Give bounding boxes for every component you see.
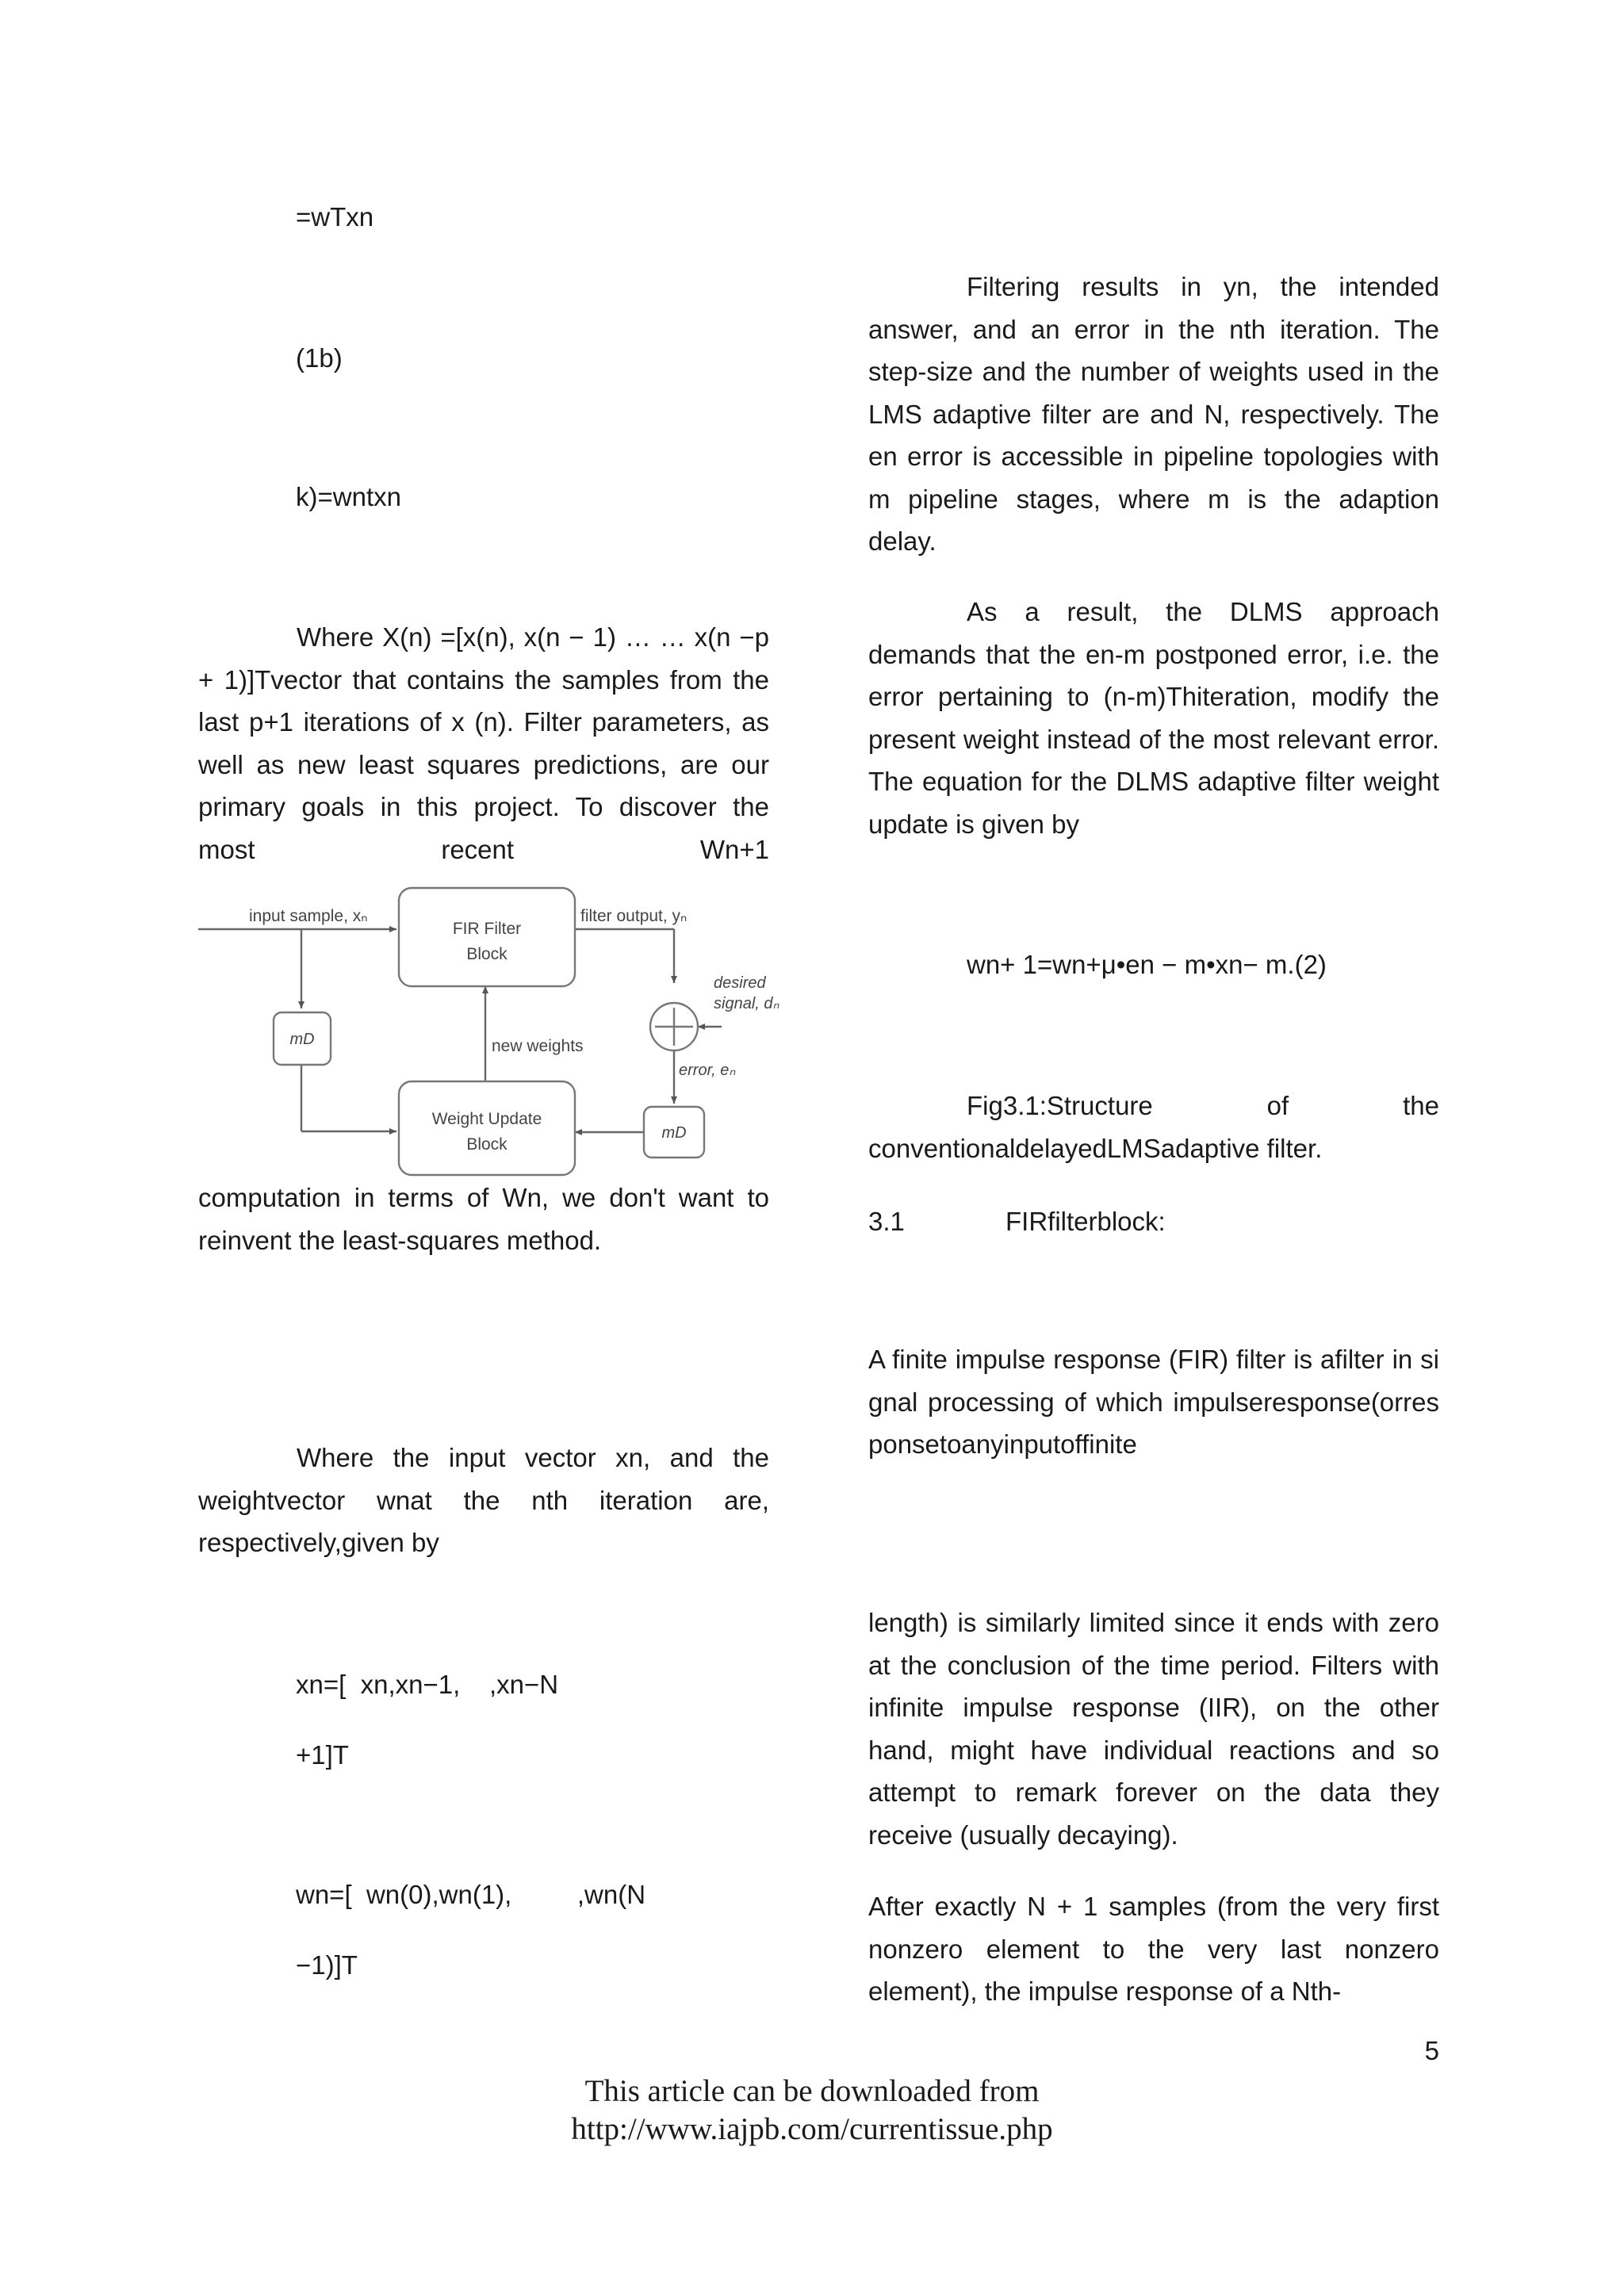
error-label: error, eₙ xyxy=(679,1062,736,1079)
dlms-structure-figure xyxy=(198,882,801,1181)
xn-vector-line-2: +1]T xyxy=(296,1740,349,1770)
equation-1-number: (1b) xyxy=(296,343,343,373)
right-paragraph-4: length) is similarly limited since it ends with zero at the conclusion of the time period. Filters with infinite impulse response (IIR), on the other hand, might have individual reactions and so attempt to remark forever on the data they receive (usually decaying). xyxy=(868,1608,1439,1850)
footer-line-2: http://www.iajpb.com/currentissue.php xyxy=(571,2112,1053,2146)
weight-update-block xyxy=(399,1081,575,1175)
left-paragraph-3: Where the input vector xn, and the weightvector wnat the nth iteration are, respectively,given by xyxy=(198,1443,769,1557)
figure-caption-line-1: Fig3.1:Structure of the xyxy=(967,1091,1439,1120)
desired-signal-label-1: desired xyxy=(714,974,766,992)
equation-1-continued: k)=wntxn xyxy=(296,482,401,511)
right-delay-label: mD xyxy=(661,1124,687,1142)
input-sample-label: input sample, xₙ xyxy=(249,907,368,925)
weight-block-label-1: Weight Update xyxy=(431,1110,542,1128)
section-title: FIRfilterblock: xyxy=(1005,1207,1166,1236)
dlms-update-equation: wn+ 1=wn+μ•en − m•xn− m.(2) xyxy=(967,950,1327,979)
new-weights-label: new weights xyxy=(492,1037,584,1055)
right-paragraph-3: A finite impulse response (FIR) filter is afilter in signal processing of which impulseresponse(orresponsetoanyinputoffinite xyxy=(868,1345,1439,1459)
right-paragraph-5: After exactly N + 1 samples (from the very first nonzero element to the very last nonzero element), the impulse response of a Nth- xyxy=(868,1892,1439,2006)
equation-1: =wTxn xyxy=(296,202,374,232)
footer-line-1: This article can be downloaded from xyxy=(584,2074,1040,2108)
figure-caption-line-2: conventionaldelayedLMSadaptive filter. xyxy=(868,1134,1323,1163)
fir-block-label-2: Block xyxy=(466,945,508,963)
xn-vector-line-1: xn=[ xn,xn−1, ,xn−N xyxy=(296,1670,559,1699)
fir-block-label-1: FIR Filter xyxy=(452,920,522,938)
wn-vector-line-1: wn=[ wn(0),wn(1), ,wn(N xyxy=(296,1880,646,1909)
filter-output-label: filter output, yₙ xyxy=(580,907,688,925)
wn-vector-line-2: −1)]T xyxy=(296,1950,358,1980)
left-paragraph-2: computation in terms of Wn, we don't want to reinvent the least-squares method. xyxy=(198,1183,769,1255)
weight-block-label-2: Block xyxy=(466,1135,508,1154)
left-paragraph-1: Where X(n) =[x(n), x(n − 1) … … x(n −p + 1)]Tvector that contains the samples from the last p+1 iterations of x (n). Filter parameters, as well as new least squares predictions, are our primary goals in this project. To discover the most recent Wn+1 xyxy=(198,622,769,864)
left-delay-label: mD xyxy=(289,1031,315,1048)
right-paragraph-1: Filtering results in yn, the intended answer, and an error in the nth iteration. The step-size and the number of weights used in the LMS adaptive filter are and N, respectively. The en error is accessible in pipeline topologies with m pipeline stages, where m is the adaption delay. xyxy=(868,272,1439,556)
section-number: 3.1 xyxy=(868,1207,905,1236)
desired-signal-label-2: signal, dₙ xyxy=(714,995,779,1012)
right-paragraph-2: As a result, the DLMS approach demands that the en-m postponed error, i.e. the error pertaining to (n-m)Thiteration, modify the present weight instead of the most relevant error. The equation for the DLMS adaptive filter weight update is given by xyxy=(868,597,1439,839)
page-number: 5 xyxy=(1424,2036,1439,2065)
